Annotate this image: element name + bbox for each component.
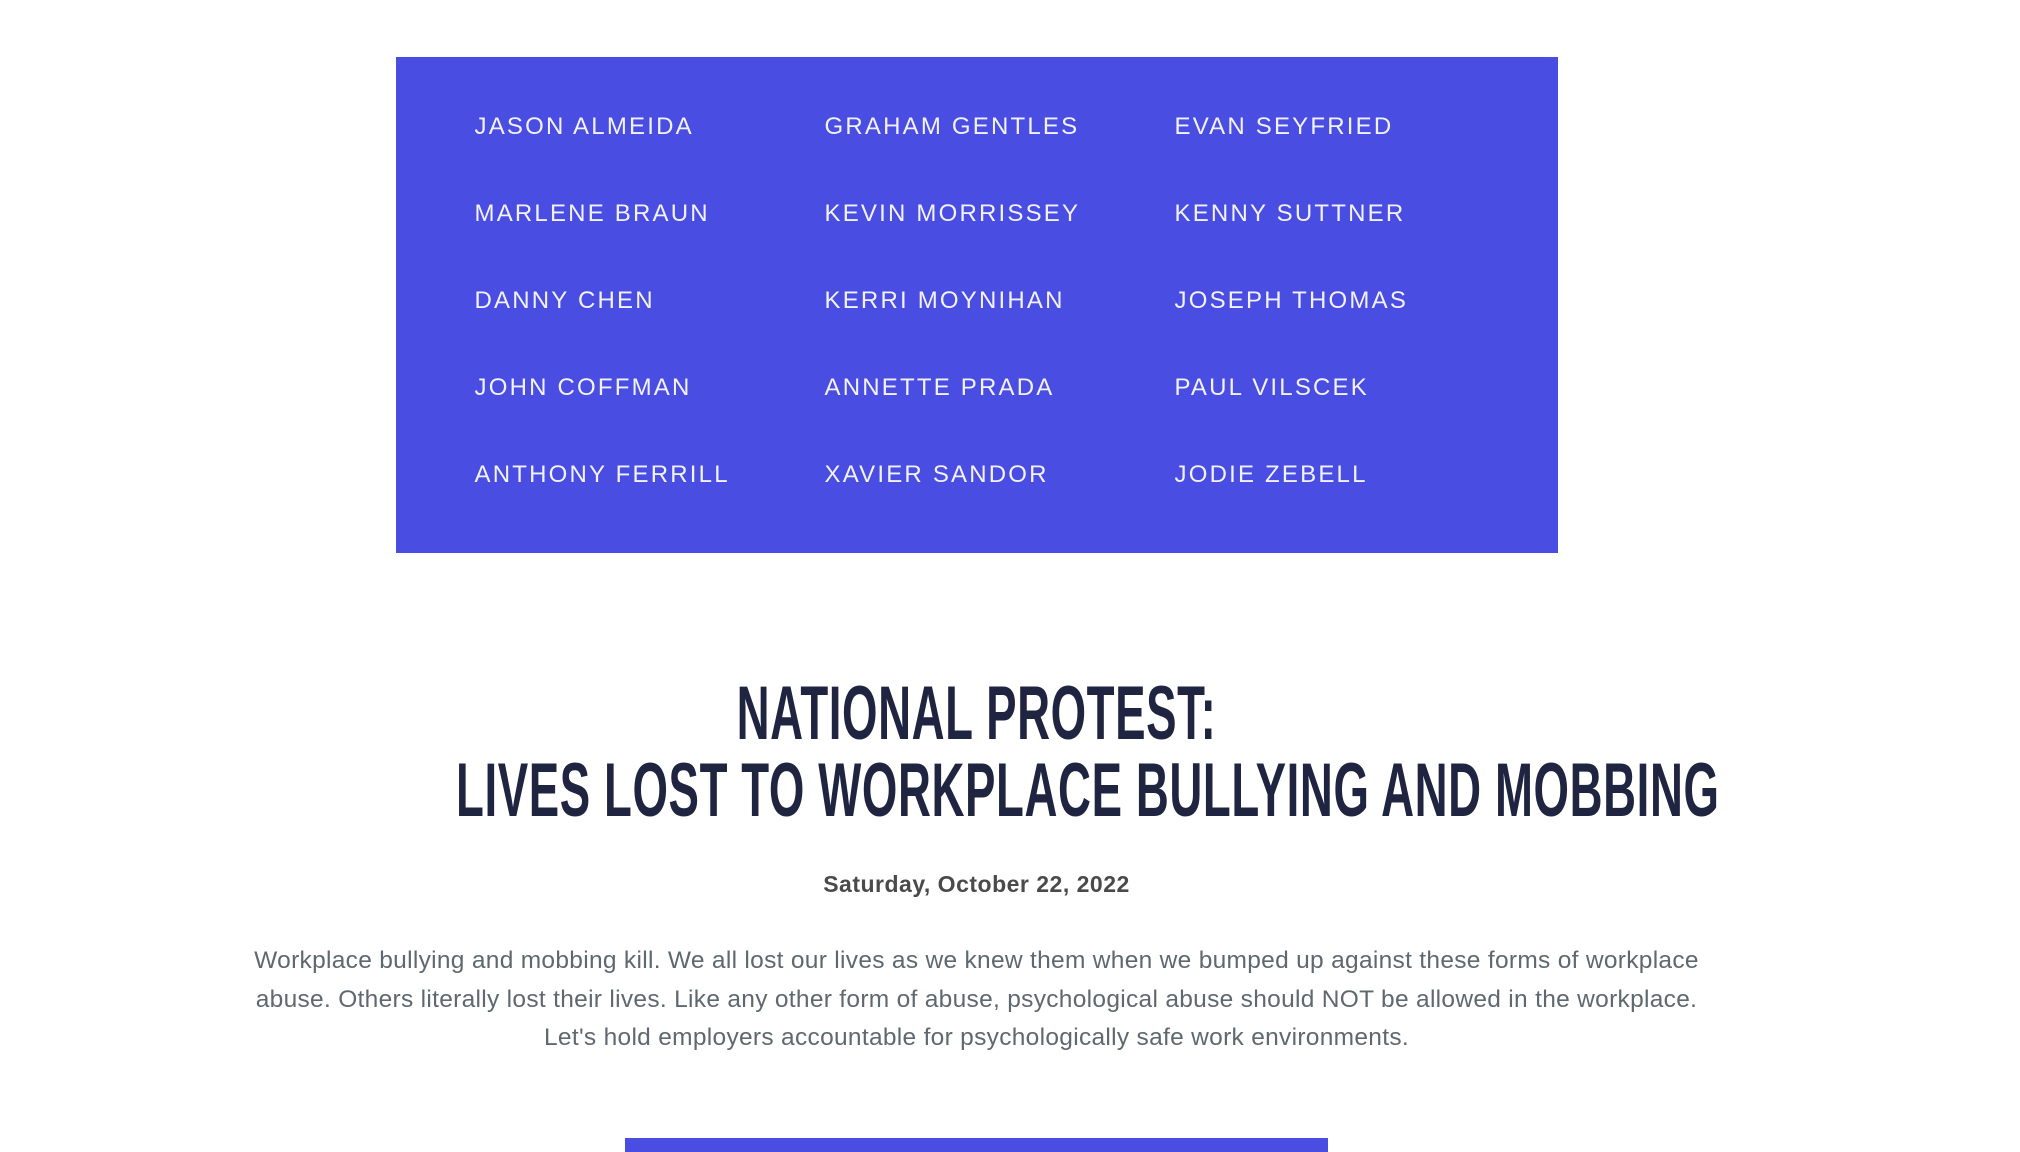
- event-date: Saturday, October 22, 2022: [823, 871, 1130, 897]
- memorial-name: KENNY SUTTNER: [1174, 200, 1406, 227]
- cta-button-partial[interactable]: [625, 1138, 1328, 1152]
- memorial-name: EVAN SEYFRIED: [1174, 113, 1394, 140]
- memorial-name: PAUL VILSCEK: [1174, 374, 1369, 401]
- page-content: [109, 57, 1844, 1152]
- intro-paragraph: [109, 942, 1844, 1058]
- memorial-name-grid: [475, 112, 1528, 489]
- page-title-line2: LIVES LOST TO WORKPLACE BULLYING AND MOBBING: [456, 748, 1720, 833]
- page-title: [456, 671, 1720, 833]
- memorial-name: MARLENE BRAUN: [474, 200, 710, 227]
- memorial-name: KERRI MOYNIHAN: [824, 287, 1065, 314]
- intro-line: Let's hold employers accountable for psychologically safe work environments.: [544, 1024, 1409, 1051]
- memorial-name: DANNY CHEN: [474, 287, 655, 314]
- memorial-name: GRAHAM GENTLES: [824, 113, 1080, 140]
- memorial-name: ANNETTE PRADA: [824, 374, 1055, 401]
- memorial-name: JASON ALMEIDA: [474, 113, 694, 140]
- memorial-names-panel: [396, 57, 1558, 553]
- page-title-line1: NATIONAL PROTEST:: [736, 671, 1217, 756]
- memorial-name: KEVIN MORRISSEY: [824, 200, 1081, 227]
- intro-line: abuse. Others literally lost their lives. Like any other form of abuse, psychological abuse should NOT be allowed in the workplace.: [255, 985, 1698, 1013]
- memorial-name: ANTHONY FERRILL: [474, 461, 730, 488]
- memorial-name: JODIE ZEBELL: [1174, 461, 1368, 488]
- intro-line: Workplace bullying and mobbing kill. We all lost our lives as we knew them when we bumped up against these forms of workplace: [254, 947, 1699, 974]
- memorial-name: JOSEPH THOMAS: [1174, 287, 1409, 314]
- memorial-name: JOHN COFFMAN: [474, 374, 692, 401]
- memorial-name: XAVIER SANDOR: [824, 461, 1049, 488]
